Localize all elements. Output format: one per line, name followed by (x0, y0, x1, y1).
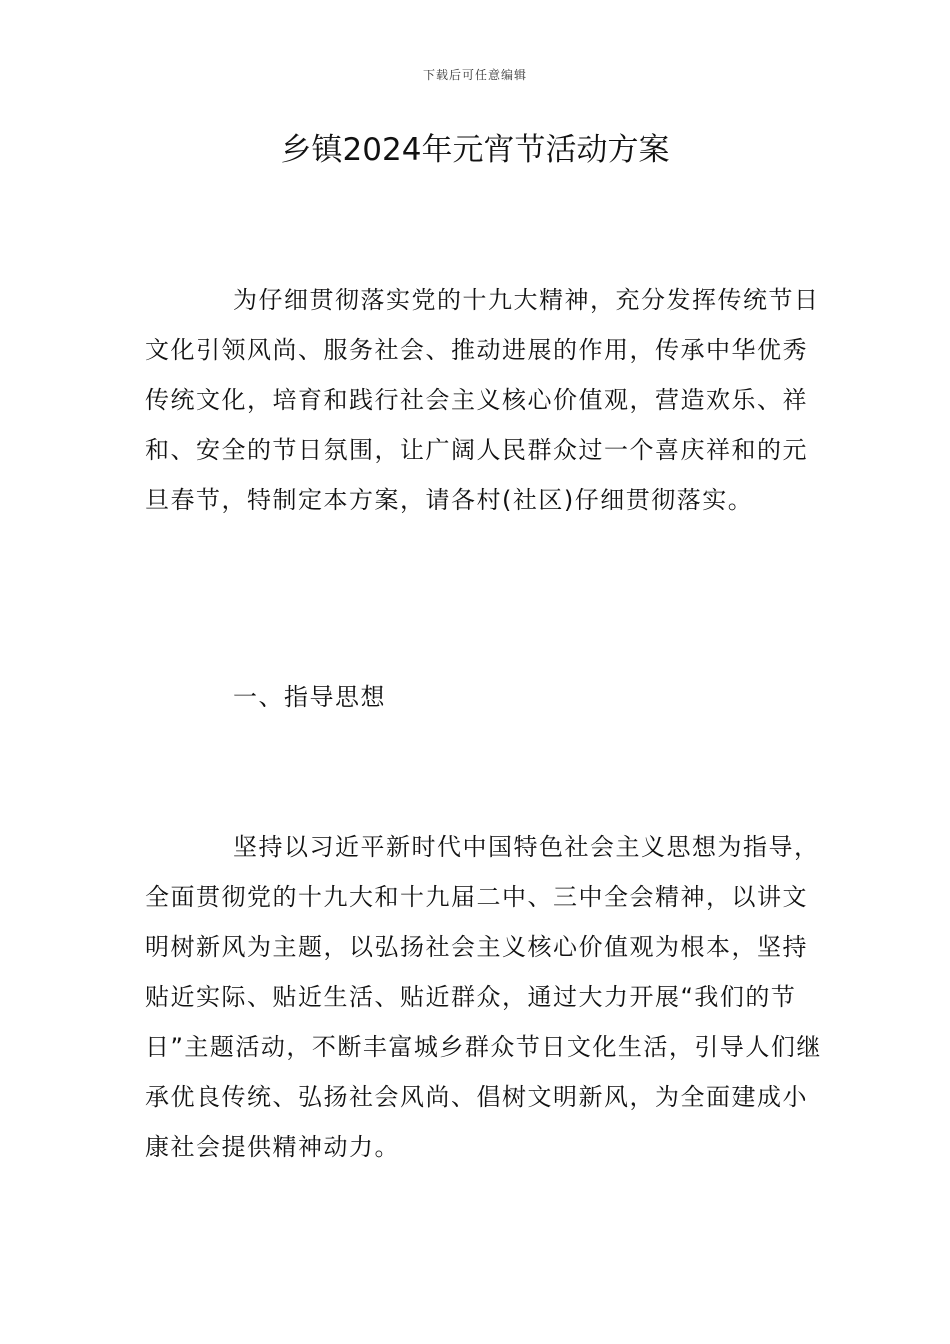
header-note: 下载后可任意编辑 (422, 68, 527, 82)
section-paragraph-guiding-ideology: 坚持以习近平新时代中国特色社会主义思想为指导，全面贯彻党的十九大和十九届二中、三中全会精神，以讲文明树新风为主题，以弘扬社会主义核心价值观为根本，坚持贴近实际、贴近生活、贴近群众，通过大力开展“我们的节日”主题活动，不断丰富城乡群众节日文化生活，引导人们继承优良传统、弘扬社会风尚、倡树文明新风，为全面建成小康社会提供精神动力。 (145, 833, 822, 1161)
document-title: 乡镇2024年元宵节活动方案 (280, 132, 670, 168)
intro-paragraph: 为仔细贯彻落实党的十九大精神，充分发挥传统节日文化引领风尚、服务社会、推动进展的作用，传承中华优秀传统文化，培育和践行社会主义核心价值观，营造欢乐、祥和、安全的节日氛围，让广阔人民群众过一个喜庆祥和的元旦春节，特制定本方案，请各村(社区)仔细贯彻落实。 (145, 286, 820, 514)
section-heading-guiding-ideology: 一、指导思想 (233, 683, 386, 711)
